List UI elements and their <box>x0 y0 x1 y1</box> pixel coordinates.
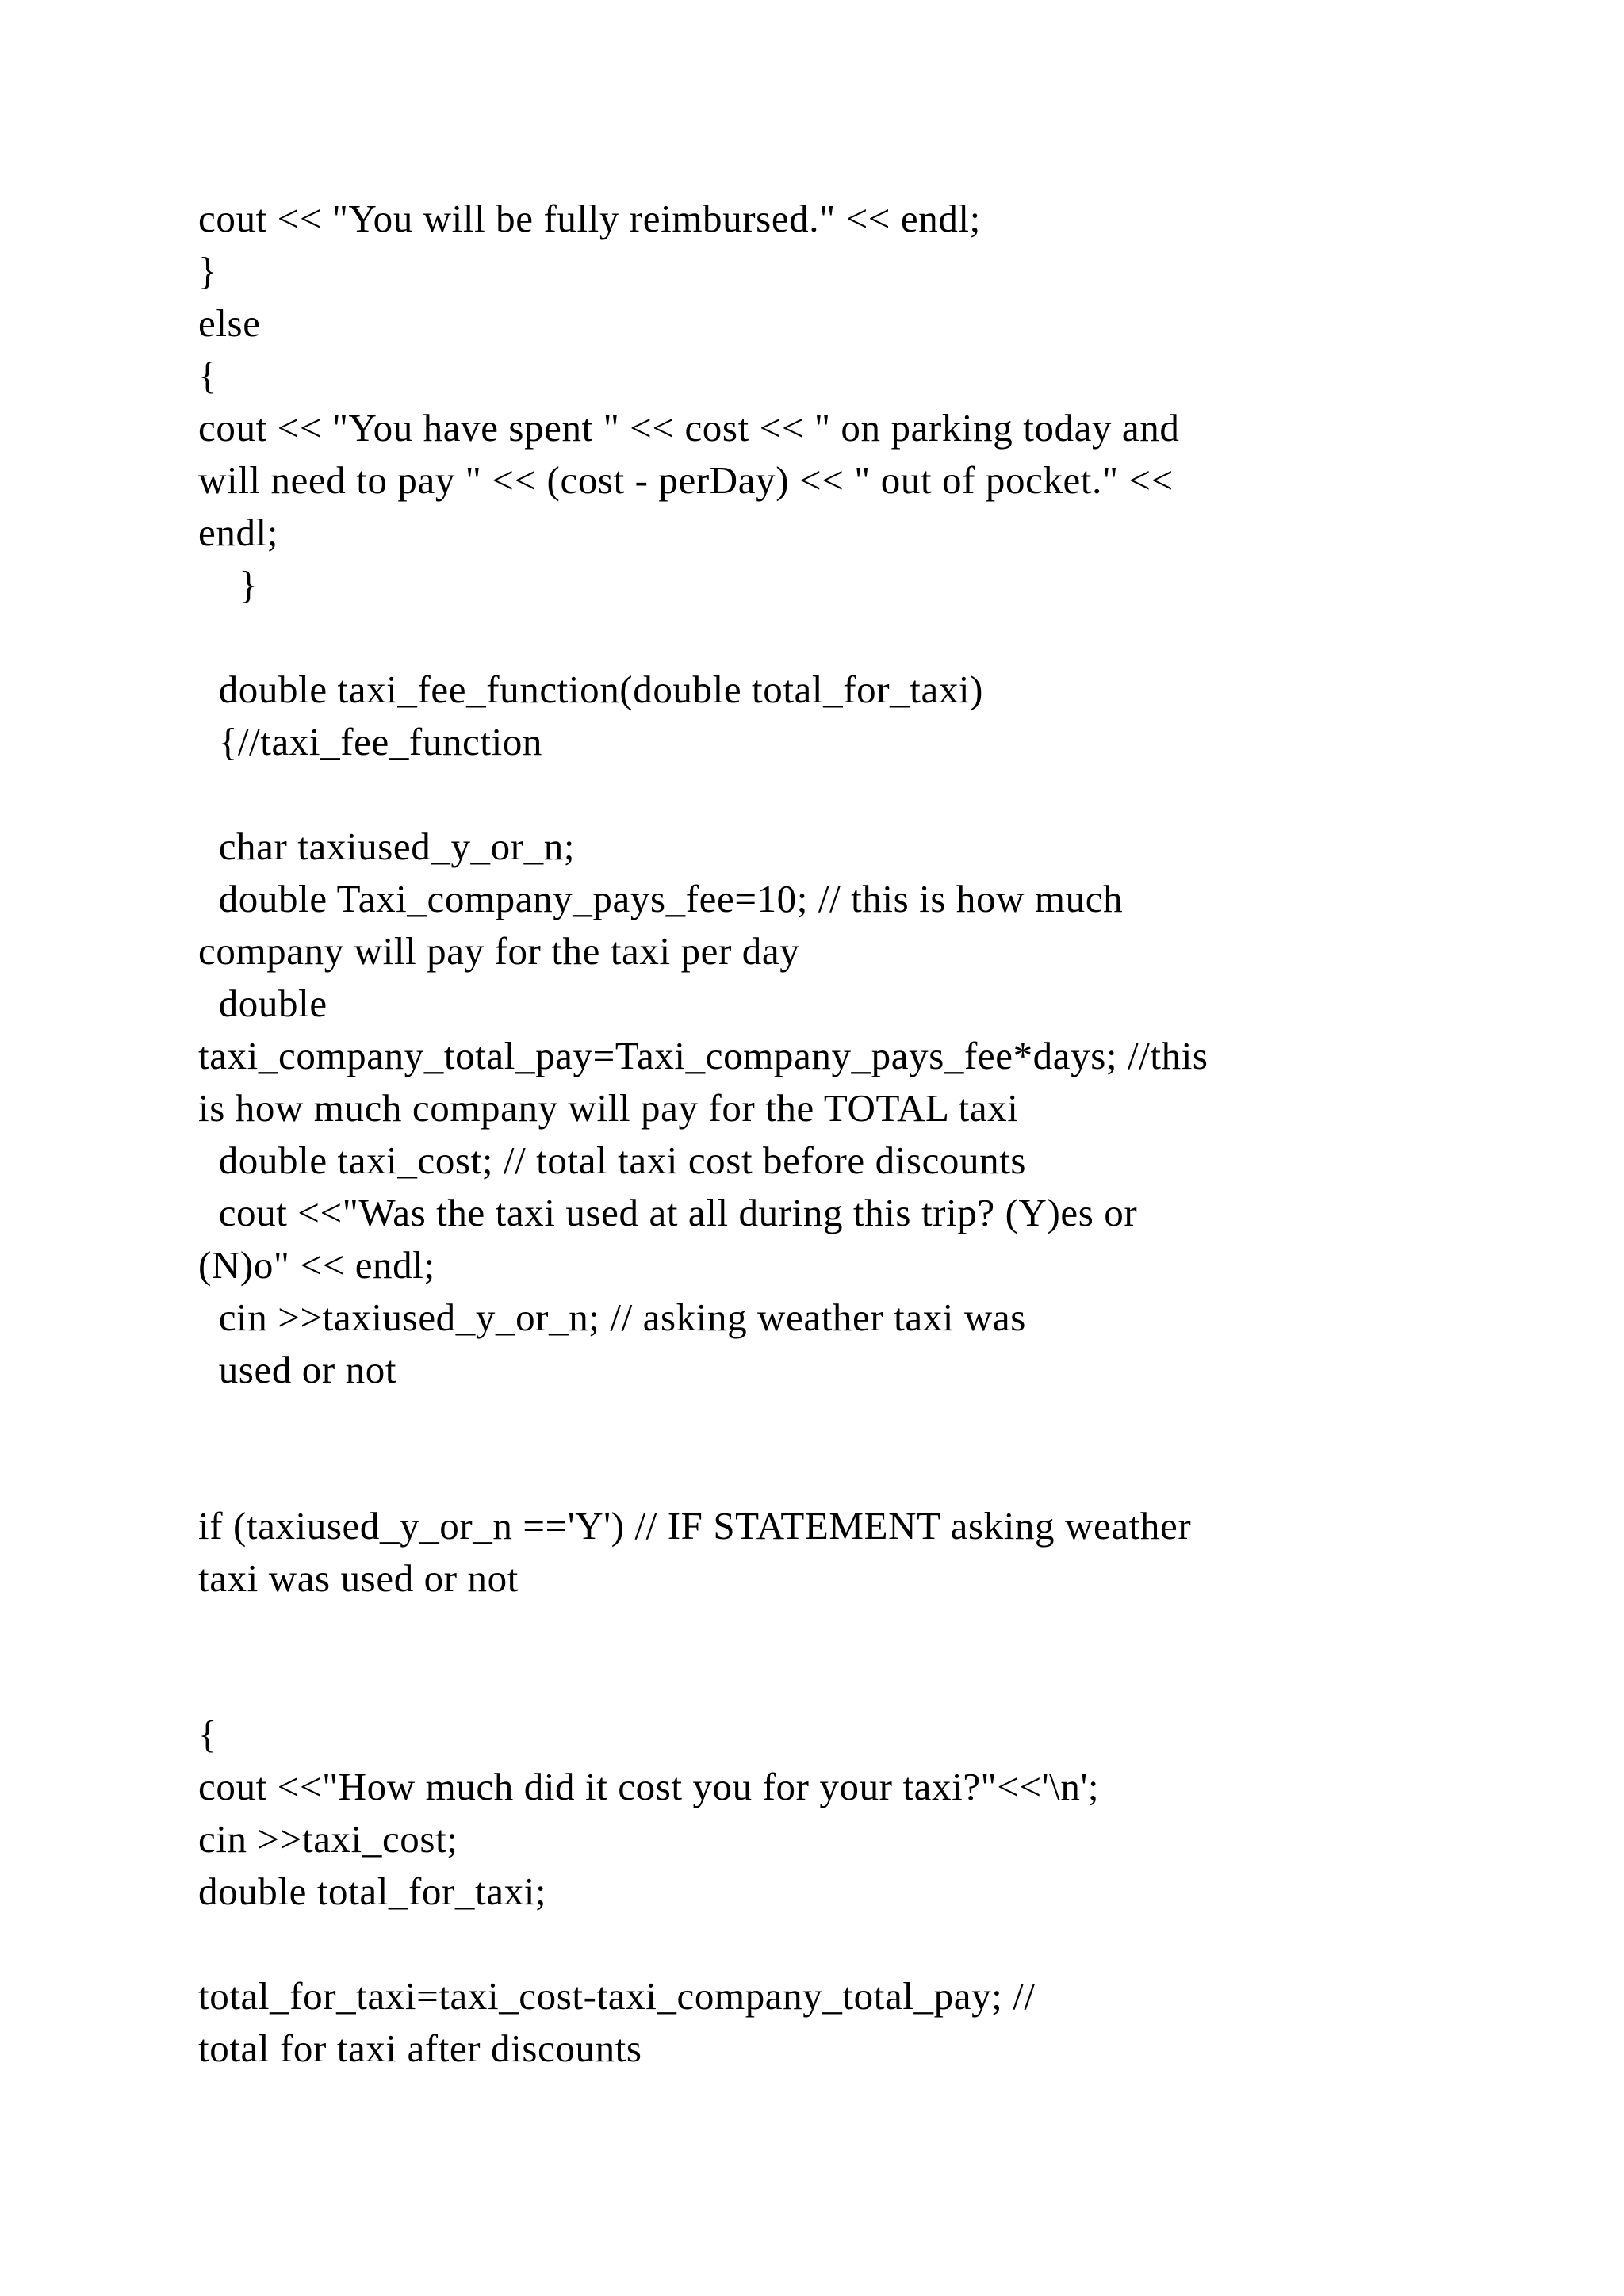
code-line: double taxi_cost; // total taxi cost before discounts <box>198 1138 1027 1182</box>
code-line: if (taxiused_y_or_n =='Y') // IF STATEMENT asking weather <box>198 1504 1192 1548</box>
code-line: taxi_company_total_pay=Taxi_company_pays_fee*days; //this <box>198 1034 1208 1077</box>
code-line: double taxi_fee_function(double total_for_taxi) <box>198 668 984 711</box>
code-line: double <box>198 982 327 1025</box>
code-line: } <box>198 249 218 293</box>
code-line: double total_for_taxi; <box>198 1869 547 1913</box>
code-line: { <box>198 354 218 397</box>
code-line: cin >>taxi_cost; <box>198 1817 458 1861</box>
code-line: double Taxi_company_pays_fee=10; // this is how much <box>198 877 1124 920</box>
code-line: total for taxi after discounts <box>198 2026 642 2070</box>
code-line: cout <<"Was the taxi used at all during this trip? (Y)es or <box>198 1191 1138 1234</box>
code-line: is how much company will pay for the TOTAL taxi <box>198 1086 1019 1130</box>
code-line: company will pay for the taxi per day <box>198 929 800 973</box>
code-line: cin >>taxiused_y_or_n; // asking weather taxi was <box>198 1295 1026 1339</box>
code-line: used or not <box>198 1348 397 1391</box>
code-line: will need to pay " << (cost - perDay) << " out of pocket." << <box>198 458 1174 502</box>
code-line: {//taxi_fee_function <box>198 720 543 763</box>
code-line: } <box>198 563 259 607</box>
code-line: taxi was used or not <box>198 1556 519 1600</box>
code-line: endl; <box>198 511 278 554</box>
code-line: (N)o" << endl; <box>198 1243 435 1287</box>
code-line: total_for_taxi=taxi_cost-taxi_company_total_pay; // <box>198 1974 1036 2018</box>
code-line: else <box>198 301 261 345</box>
code-line: { <box>198 1712 218 1756</box>
code-line: cout << "You will be fully reimbursed." << endl; <box>198 197 981 240</box>
code-line: char taxiused_y_or_n; <box>198 825 576 868</box>
code-line: cout <<"How much did it cost you for your taxi?"<<'\n'; <box>198 1765 1100 1808</box>
code-line: cout << "You have spent " << cost << " on parking today and <box>198 406 1180 450</box>
